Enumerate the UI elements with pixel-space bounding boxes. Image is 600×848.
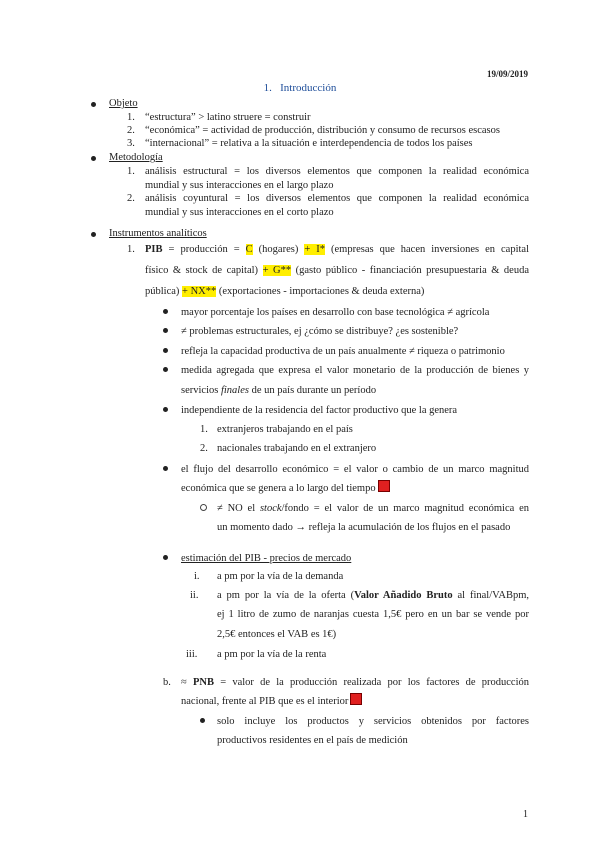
pib-line-2: físico & stock de capital) + G** (gasto público - financiación presupuestaria & deuda [145, 265, 529, 276]
estimacion-item-cont: 2,5€ entonces el VAB es 1€) [217, 629, 337, 640]
estimacion-num: iii. [186, 649, 198, 660]
estimacion-item: a pm por la vía de la oferta (Valor Añadido Bruto al final/VABpm, [217, 590, 529, 601]
objeto-item: “internacional” = relativa a la situación e interdependencia de todos los países [145, 138, 473, 149]
pib-bullet: mayor porcentaje los países en desarrollo con base tecnológica ≠ agrícola [181, 307, 490, 318]
pib-bullet-cont: servicios finales de un país durante un período [181, 385, 377, 396]
pib-i: + I* [304, 244, 326, 255]
circle-bullet-icon [200, 504, 207, 511]
document-date: 19/09/2019 [486, 69, 528, 79]
pnb-line-1: ≈ PNB = valor de la producción realizada por los factores de producción [181, 677, 530, 688]
bullet-icon [91, 232, 96, 237]
residencia-item: nacionales trabajando en el extranjero [217, 443, 377, 454]
bullet-icon [163, 367, 168, 372]
pib-line-1: PIB = producción = C (hogares) + I* (empresas que hacen inversiones en capital [145, 244, 529, 255]
bullet-icon [200, 718, 205, 723]
objeto-item-num: 3. [127, 138, 135, 149]
metodologia-heading: Metodología [109, 152, 163, 163]
stock-note: ≠ NO el stock/fondo = el valor de un marco magnitud económica en [217, 503, 529, 514]
section-title-text: Introducción [280, 82, 337, 94]
pib-bullet: el flujo del desarrollo económico = el valor o cambio de un marco magnitud [181, 464, 529, 475]
stock-note-cont: un momento dado → refleja la acumulación de los flujos en el pasado [217, 522, 511, 533]
objeto-item-num: 2. [127, 125, 135, 136]
residencia-item-num: 2. [200, 443, 208, 454]
pib-g: + G** [262, 265, 292, 276]
instrumentos-heading: Instrumentos analíticos [109, 228, 207, 239]
section-title [0, 82, 600, 94]
pnb-line-2: nacional, frente al PIB que es el interior [181, 691, 362, 712]
bullet-icon [163, 309, 168, 314]
bullet-icon [163, 328, 168, 333]
question-icon [378, 480, 390, 492]
pib-bullet-cont: económica que se genera a lo largo del tiempo [181, 478, 390, 499]
metodologia-item-line: análisis coyuntural = los diversos elementos que componen la realidad económica [145, 193, 529, 204]
bullet-icon [91, 102, 96, 107]
objeto-item-num: 1. [127, 112, 135, 123]
bullet-icon [163, 555, 168, 560]
metodologia-item-num: 1. [127, 166, 135, 177]
residencia-item: extranjeros trabajando en el país [217, 424, 353, 435]
bullet-icon [163, 466, 168, 471]
objeto-item: “económica” = actividad de producción, distribución y consumo de recursos escasos [145, 125, 500, 136]
pib-line-3: pública) + NX** (exportaciones - importaciones & deuda externa) [145, 286, 425, 297]
section-number: 1. [263, 82, 272, 94]
estimacion-item: a pm por la vía de la demanda [217, 571, 344, 582]
metodologia-item-line: mundial y sus interacciones en el largo plazo [145, 180, 334, 191]
pib-nx: + NX** [182, 286, 217, 297]
metodologia-item-line: análisis estructural = los diversos elementos que componen la realidad económica [145, 166, 529, 177]
objeto-heading: Objeto [109, 98, 138, 109]
pib-num: 1. [127, 244, 135, 255]
estimacion-num: ii. [190, 590, 199, 601]
bullet-icon [163, 407, 168, 412]
estimacion-item-cont: ej 1 litro de zumo de naranjas cuesta 1,5€ pero en un bar se vende por [217, 609, 529, 620]
pib-c: C [245, 244, 253, 255]
metodologia-item-num: 2. [127, 193, 135, 204]
pib-bullet: independiente de la residencia del factor productivo que la genera [181, 405, 458, 416]
objeto-item: “estructura” > latino struere = construir [145, 112, 311, 123]
pib-bullet: medida agregada que expresa el valor monetario de la producción de bienes y [181, 365, 529, 376]
estimacion-num: i. [194, 571, 200, 582]
pnb-bullet-cont: productivos residentes en el país de medición [217, 735, 408, 746]
bullet-icon [163, 348, 168, 353]
pnb-bullet: solo incluye los productos y servicios obtenidos por factores [217, 716, 529, 727]
bullet-icon [91, 156, 96, 161]
pnb-num: b. [163, 677, 171, 688]
page-number: 1 [523, 809, 528, 820]
question-icon [350, 693, 362, 705]
estimacion-heading: estimación del PIB - precios de mercado [181, 553, 352, 564]
pib-bullet: ≠ problemas estructurales, ej ¿cómo se distribuye? ¿es sostenible? [181, 326, 459, 337]
residencia-item-num: 1. [200, 424, 208, 435]
metodologia-item-line: mundial y sus interacciones en el corto plazo [145, 207, 334, 218]
pnb-term: PNB [192, 677, 214, 688]
estimacion-item: a pm por la vía de la renta [217, 649, 327, 660]
pib-term: PIB [145, 244, 163, 255]
pib-bullet: refleja la capacidad productiva de un país anualmente ≠ riqueza o patrimonio [181, 346, 505, 357]
